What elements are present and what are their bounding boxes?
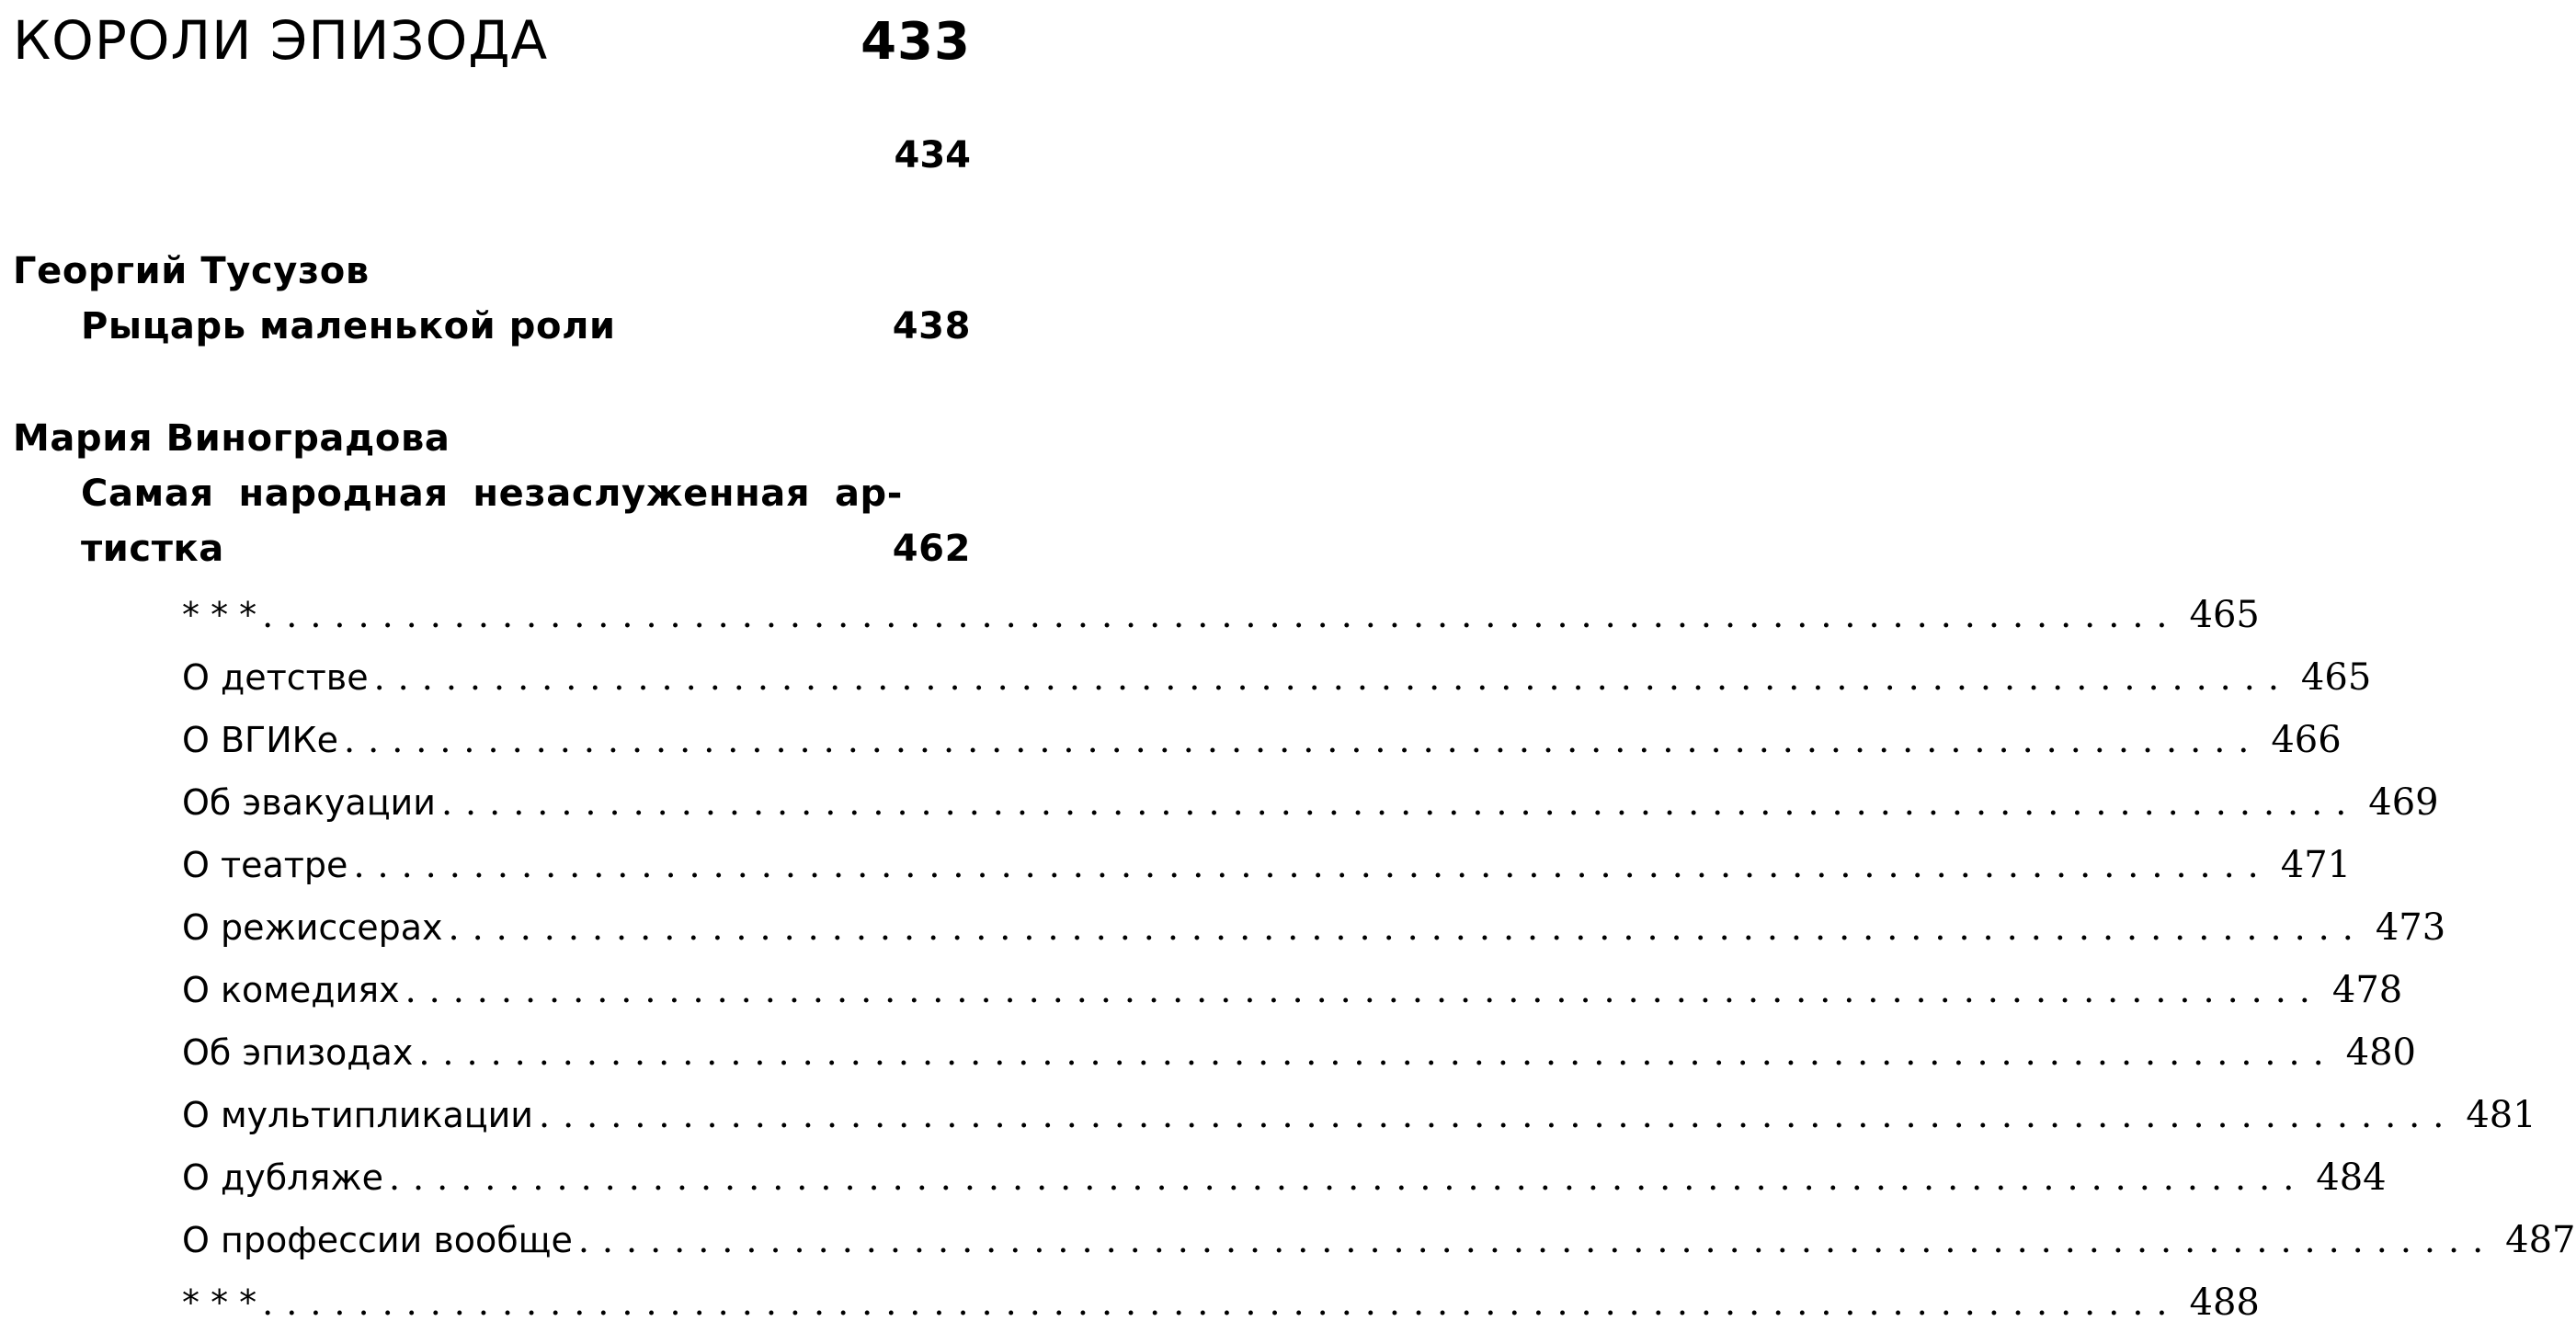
dot-leader: ................................................................................ [405,970,2323,1010]
toc-entry-page-number: 484 [2316,1156,2387,1199]
essay-page-number: 438 [892,305,971,347]
essay-title-word: незаслуженная [473,473,811,515]
section-heading [13,9,971,72]
essay-title-word: Самая [81,473,214,515]
toc-entry-page-number: 488 [2189,1281,2260,1324]
dot-leader: ................................................................................ [262,595,2181,635]
toc-entry-page-number: 481 [2466,1094,2536,1136]
dot-leader: ................................................................................ [353,845,2272,885]
toc-entry-label: * * * [182,595,257,635]
toc-entry-label: О детстве [182,657,369,698]
toc-entry [182,1031,2417,1094]
author-name-tusuzov: Георгий Тусузов [13,250,370,292]
toc-entry-label: О дубляже [182,1157,383,1198]
toc-entry [182,594,2260,656]
toc-entry-label: О мультипликации [182,1095,533,1135]
essay-page-number: 462 [892,528,971,570]
dot-leader: ................................................................................ [373,657,2292,698]
toc-entry-label: О профессии вообще [182,1220,573,1260]
toc-entry [182,1156,2387,1219]
toc-entry-label: Об эпизодах [182,1032,414,1073]
toc-entry-page-number: 471 [2280,844,2352,886]
toc-entry [182,1219,2576,1281]
toc-entry-label: О комедиях [182,970,400,1010]
toc-entry-label: Об эвакуации [182,782,436,823]
essay-title-line-1 [81,473,903,515]
essay-title-word: ар- [834,473,903,515]
essay-title-word: народная [238,473,449,515]
dot-leader: ................................................................................ [418,1032,2337,1073]
toc-entry [182,906,2446,969]
toc-entry-page-number: 480 [2345,1031,2417,1074]
essay-title-line-2: тистка [81,528,224,570]
toc-entry-page-number: 469 [2368,781,2439,824]
toc-entry-page-number: 465 [2189,594,2260,636]
section-page-number: 433 [861,12,971,72]
chapter-list [182,594,2576,1344]
toc-entry [182,1094,2536,1156]
toc-entry [182,781,2439,844]
toc-entry [182,656,2372,719]
toc-entry-label: О ВГИКе [182,720,339,760]
toc-entry-page-number: 473 [2375,906,2446,949]
dot-leader: ................................................................................ [539,1095,2457,1135]
section-title: КОРОЛИ ЭПИЗОДА [13,9,549,72]
essay-title: Рыцарь маленькой роли [81,305,616,347]
toc-entry [182,844,2352,906]
toc-entry-label: О театре [182,845,348,885]
toc-entry-label: * * * [182,1282,257,1323]
toc-entry-page-number: 478 [2331,969,2403,1011]
dot-leader: ................................................................................ [440,782,2360,823]
dot-leader: ................................................................................ [388,1157,2308,1198]
dot-leader: ................................................................................ [577,1220,2497,1260]
part-page-number: 434 [894,134,971,177]
dot-leader: ................................................................................ [448,907,2366,948]
essay-entry-tusuzov [81,305,971,347]
author-name-vinogradova: Мария Виноградова [13,417,450,460]
dot-leader: ................................................................................ [344,720,2263,760]
toc-entry-label: О режиссерах [182,907,443,948]
toc-entry [182,1281,2260,1344]
toc-entry [182,969,2403,1031]
toc-entry-page-number: 465 [2300,656,2372,699]
toc-entry-page-number: 466 [2271,719,2342,761]
dot-leader: ................................................................................ [262,1282,2181,1323]
essay-entry-vinogradova [81,528,971,570]
toc-entry-page-number: 487 [2505,1219,2576,1261]
toc-entry [182,719,2342,781]
